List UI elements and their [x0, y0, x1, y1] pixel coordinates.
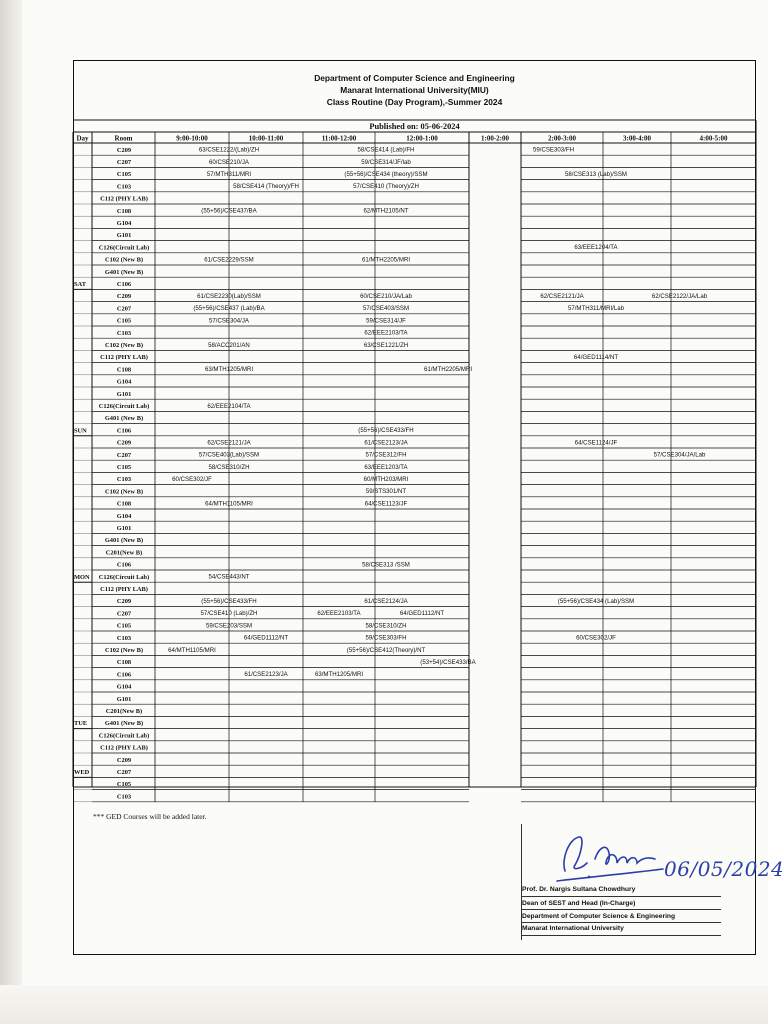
- room-name: C201(New B): [105, 549, 143, 557]
- class-entry: 63/MTH1205/MRI: [204, 366, 254, 374]
- class-entry: 64/CSE1124/JF: [574, 439, 618, 447]
- class-entry: 62/EEE2103/TA: [317, 610, 361, 618]
- room-name: C209: [116, 293, 132, 301]
- class-entry: 61/MTH2205/MRI: [361, 256, 411, 264]
- room-name: G101: [116, 525, 132, 532]
- class-entry: 61/CSE2124/JA: [364, 598, 408, 605]
- room-name: C112 (PHY LAB): [100, 195, 148, 203]
- class-entry: 64/MTH1105/MRI: [205, 500, 253, 508]
- signatory-name: Prof. Dr. Nargis Sultana Chowdhury: [522, 886, 636, 893]
- room-name: C103: [116, 476, 132, 484]
- class-entry: 58/CSE313 (Lab)/SSM: [565, 171, 627, 178]
- room-name: C103: [116, 634, 132, 642]
- room-name: C103: [116, 183, 132, 191]
- class-entry: 57/MTH311/MRI: [206, 171, 252, 178]
- room-name: C112 (PHY LAB): [100, 744, 148, 752]
- signature-rule: [521, 909, 721, 910]
- room-name: C105: [116, 781, 132, 789]
- class-entry: 59/CSE303/FH: [533, 146, 574, 154]
- class-entry: 60/CSE302/JF: [576, 634, 616, 642]
- class-entry: 62/CSE2122/JA/Lab: [651, 293, 708, 300]
- room-name: C207: [116, 769, 132, 776]
- room-name: C102 (New B): [105, 647, 143, 654]
- room-name: C108: [116, 366, 132, 374]
- class-entry: 61/CSE2123/JA: [364, 439, 408, 447]
- class-entry: 54/CSE443/NT: [208, 573, 250, 581]
- column-header-slot: 1:00-2:00: [481, 134, 509, 143]
- class-entry: 59/CSE314/JF: [366, 317, 406, 325]
- room-name: G104: [116, 378, 132, 386]
- room-name: C112 (PHY LAB): [100, 354, 148, 362]
- room-name: C105: [116, 317, 132, 325]
- class-entry: (55+56)/CSE433/FH: [201, 598, 257, 605]
- room-name: C105: [116, 464, 132, 471]
- class-entry: 61/CSE2230(Lab)/SSM: [197, 293, 261, 300]
- handwritten-signature: [551, 829, 666, 887]
- signatory-department: Department of Computer Science & Engineering: [522, 913, 676, 920]
- room-name: G101: [116, 232, 132, 240]
- column-header-slot: 2:00-3:00: [548, 134, 576, 143]
- column-header-room: Room: [114, 134, 133, 143]
- signatory-role: Dean of SEST and Head (In-Charge): [522, 900, 636, 907]
- signature-rule: [521, 922, 721, 923]
- column-header-day: Day: [76, 134, 89, 143]
- room-name: C126(Circuit Lab): [98, 732, 150, 740]
- routine-title: Class Routine (Day Program),-Summer 2024: [326, 97, 503, 107]
- room-name: C108: [116, 659, 132, 667]
- class-entry: 62/CSE2121/JA: [207, 439, 251, 447]
- class-entry: 62/EEE2103/TA: [364, 329, 408, 337]
- room-name: C106: [116, 561, 132, 569]
- class-entry: 57/CSE304/JA: [209, 317, 249, 325]
- room-name: G104: [116, 220, 132, 227]
- room-name: G101: [116, 390, 132, 398]
- class-entry: 63/CSE1222/(Lab)/ZH: [198, 146, 260, 154]
- class-entry: (53+54)/CSE433/BA: [420, 659, 476, 666]
- room-name: C201(New B): [105, 708, 143, 715]
- class-entry: (55+56)/CSE433/FH: [358, 427, 414, 435]
- class-entry: 63/EEE1204/TA: [574, 244, 618, 252]
- class-entry: 57/CSE304/JA/Lab: [653, 451, 706, 459]
- room-name: C102 (New B): [105, 256, 143, 264]
- day-label: SAT: [74, 281, 86, 288]
- room-name: C207: [116, 305, 132, 313]
- room-name: C207: [116, 451, 132, 459]
- class-entry: 61/MTH2205/MRI: [423, 366, 473, 374]
- class-entry: 57/CSE403(Lab)/SSM: [198, 451, 260, 459]
- class-entry: 59/CSE203/SSM: [205, 622, 253, 630]
- room-name: C209: [116, 439, 132, 447]
- class-entry: 64/GED1112/NT: [399, 610, 445, 618]
- column-header-slot: 9:00-10:00: [176, 134, 208, 143]
- ged-note: *** GED Courses will be added later.: [93, 812, 207, 821]
- day-label: SUN: [74, 427, 87, 435]
- signatory-university: Manarat International University: [522, 925, 624, 932]
- class-entry: 58/CSE310/ZH: [208, 463, 250, 471]
- class-entry: 58/ACC201/AN: [208, 341, 250, 349]
- class-entry: 60/CSE302/JF: [172, 476, 212, 483]
- class-entry: 61/CSE2123/JA: [244, 671, 288, 679]
- room-name: G104: [116, 683, 132, 691]
- signature-date: 06/05/2024: [664, 857, 784, 881]
- room-name: C209: [116, 146, 132, 154]
- room-name: G101: [116, 695, 132, 703]
- class-entry: 64/GED1112/NT: [243, 634, 289, 642]
- class-entry: 63/MTH1205/MRI: [314, 671, 364, 679]
- day-label: WED: [74, 769, 90, 776]
- class-entry: 64/GED1114/NT: [573, 354, 619, 361]
- room-name: C209: [116, 598, 132, 606]
- room-name: C126(Circuit Lab): [98, 403, 150, 410]
- signature-block: [521, 824, 784, 954]
- day-label: TUE: [74, 720, 88, 728]
- signature-rule: [521, 896, 721, 897]
- room-name: C209: [116, 756, 132, 764]
- room-name: G401 (New B): [104, 720, 144, 728]
- class-entry: (55+56)/CSE412(Theory)/NT: [346, 646, 426, 654]
- university-title: Manarat International University(MIU): [340, 85, 489, 95]
- class-entry: 60/CSE210/JA: [209, 158, 249, 166]
- class-entry: 62/CSE2121/JA: [540, 293, 584, 300]
- class-entry: 57/CSE312/FH: [365, 451, 407, 459]
- column-header-slot: 3:00-4:00: [623, 134, 651, 143]
- class-entry: 60/CSE210/JA/Lab: [360, 293, 412, 300]
- signature-rule: [521, 935, 721, 936]
- room-name: C105: [116, 171, 132, 179]
- class-entry: 59/CSE314/JF/lab: [361, 158, 411, 166]
- column-header-slot: 10:00-11:00: [248, 134, 284, 143]
- room-name: C103: [116, 329, 132, 337]
- class-entry: 58/CSE310/ZH: [365, 622, 407, 630]
- room-name: C126(Circuit Lab): [98, 244, 150, 252]
- class-entry: 64/MTH1105/MRI: [168, 646, 216, 654]
- class-entry: 58/CSE313 /SSM: [362, 561, 410, 569]
- class-entry: (55+56)/CSE437/BA: [201, 207, 257, 215]
- class-entry: (55+56)/CSE434 (Lab)/SSM: [557, 598, 635, 605]
- column-header-slot: 4:00-5:00: [699, 134, 728, 143]
- room-name: C102 (New B): [105, 342, 143, 349]
- class-entry: 59/STS301/NT: [365, 488, 407, 496]
- room-name: C112 (PHY LAB): [100, 586, 148, 593]
- room-name: C103: [116, 793, 132, 801]
- class-entry: 59/CSE303/FH: [365, 634, 407, 642]
- room-name: C108: [116, 207, 132, 215]
- room-name: C106: [116, 671, 132, 679]
- class-entry: 63/CSE1221/ZH: [363, 341, 409, 349]
- class-entry: 63/EEE1203/TA: [364, 463, 408, 471]
- day-label: MON: [74, 573, 90, 581]
- department-title: Department of Computer Science and Engineering: [314, 73, 515, 83]
- room-name: G401 (New B): [104, 537, 144, 545]
- room-name: C207: [116, 159, 132, 166]
- column-header-slot: 12:00-1:00: [406, 134, 438, 143]
- class-entry: 60/MTH203/MRI: [363, 476, 409, 483]
- class-entry: 64/CSE1123/JF: [364, 500, 408, 508]
- class-entry: 57/MTH311/MRI/Lab: [567, 305, 625, 313]
- room-name: G401 (New B): [104, 415, 144, 423]
- room-name: G104: [116, 512, 132, 520]
- room-name: C126(Circuit Lab): [98, 573, 150, 581]
- class-entry: 62/EEE2104/TA: [207, 402, 251, 410]
- class-entry: (55+56)/CSE437 (Lab)/BA: [193, 305, 265, 313]
- class-entry: 58/CSE414 (Lab)/FH: [357, 146, 415, 154]
- room-name: C102 (New B): [105, 488, 143, 496]
- room-name: C108: [116, 500, 132, 508]
- room-name: C106: [116, 427, 132, 435]
- class-entry: 57/CSE410 (Theory)/ZH: [353, 183, 419, 191]
- published-date: Published on: 05-06-2024: [369, 122, 460, 131]
- room-name: C106: [116, 281, 132, 288]
- class-entry: (55+56)/CSE434 (theory)/SSM: [344, 171, 428, 178]
- column-header-slot: 11:00-12:00: [321, 134, 357, 143]
- class-entry: 58/CSE414 (Theory)/FH: [233, 183, 299, 191]
- class-entry: 62/MTH2105/NT: [363, 207, 409, 215]
- room-name: G401 (New B): [104, 268, 144, 276]
- class-entry: 57/CSE410 (Lab)/ZH: [200, 610, 258, 618]
- class-entry: 57/CSE403/SSM: [362, 305, 410, 313]
- room-name: C105: [116, 622, 132, 630]
- class-entry: 61/CSE2229/SSM: [204, 256, 254, 264]
- room-name: C207: [116, 610, 132, 618]
